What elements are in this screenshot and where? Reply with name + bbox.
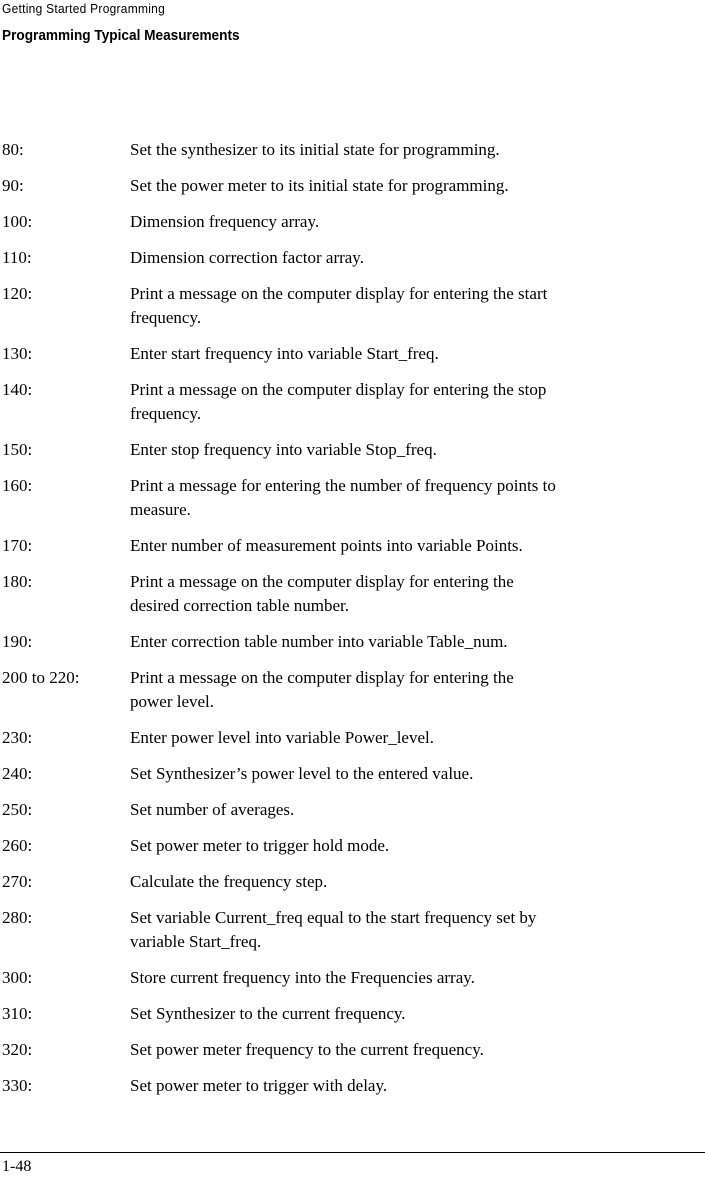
line-description bbox=[130, 174, 705, 198]
line-number: 300: bbox=[2, 968, 33, 987]
description-line: Dimension frequency array. bbox=[130, 212, 320, 231]
line-number: 130: bbox=[2, 344, 33, 363]
line-number: 330: bbox=[2, 1076, 33, 1095]
description-line: frequency. bbox=[130, 308, 202, 327]
description-line: Print a message on the computer display for entering the bbox=[130, 572, 514, 591]
line-number: 320: bbox=[2, 1040, 33, 1059]
chapter-title: Getting Started Programming bbox=[2, 1, 166, 16]
description-line: Enter power level into variable Power_level. bbox=[130, 728, 434, 747]
line-number: 280: bbox=[2, 908, 33, 927]
line-number: 240: bbox=[2, 764, 33, 783]
line-number: 250: bbox=[2, 800, 33, 819]
line-number: 120: bbox=[2, 284, 33, 303]
description-line: Set Synthesizer’s power level to the entered value. bbox=[130, 764, 474, 783]
line-description bbox=[130, 342, 705, 366]
page-number: 1-48 bbox=[2, 1158, 32, 1175]
line-description bbox=[130, 666, 705, 714]
line-description bbox=[130, 1074, 705, 1098]
description-line: power level. bbox=[130, 692, 215, 711]
line-number: 180: bbox=[2, 572, 33, 591]
line-number: 90: bbox=[2, 176, 24, 195]
description-line: desired correction table number. bbox=[130, 596, 350, 615]
description-line: variable Start_freq. bbox=[130, 932, 262, 951]
line-description bbox=[130, 762, 705, 786]
line-number: 160: bbox=[2, 476, 33, 495]
line-description bbox=[130, 1038, 705, 1062]
line-description bbox=[130, 210, 705, 234]
line-description bbox=[130, 726, 705, 750]
line-number: 150: bbox=[2, 440, 33, 459]
section-title: Programming Typical Measurements bbox=[2, 28, 240, 44]
description-line: Enter number of measurement points into variable Points. bbox=[130, 536, 523, 555]
description-line: Print a message on the computer display for entering the start bbox=[130, 284, 548, 303]
line-number: 230: bbox=[2, 728, 33, 747]
footer-rule bbox=[0, 1152, 705, 1153]
description-line: Set power meter frequency to the current frequency. bbox=[130, 1040, 484, 1059]
line-number: 190: bbox=[2, 632, 33, 651]
line-number: 260: bbox=[2, 836, 33, 855]
description-line: Enter stop frequency into variable Stop_freq. bbox=[130, 440, 437, 459]
description-line: Set number of averages. bbox=[130, 800, 295, 819]
line-description bbox=[130, 798, 705, 822]
description-line: Set the synthesizer to its initial state for programming. bbox=[130, 140, 500, 159]
line-number: 110: bbox=[2, 248, 32, 267]
description-line: Set power meter to trigger with delay. bbox=[130, 1076, 388, 1095]
line-description bbox=[130, 906, 705, 954]
description-line: Enter start frequency into variable Start_freq. bbox=[130, 344, 439, 363]
line-description bbox=[130, 534, 705, 558]
description-line: Print a message on the computer display for entering the bbox=[130, 668, 514, 687]
description-line: Set the power meter to its initial state for programming. bbox=[130, 176, 509, 195]
description-line: Dimension correction factor array. bbox=[130, 248, 364, 267]
description-line: Print a message on the computer display for entering the stop bbox=[130, 380, 547, 399]
line-description bbox=[130, 438, 705, 462]
line-number: 310: bbox=[2, 1004, 33, 1023]
line-description bbox=[130, 630, 705, 654]
description-line: Set power meter to trigger hold mode. bbox=[130, 836, 390, 855]
line-number: 200 to 220: bbox=[2, 668, 80, 687]
description-line: Set variable Current_freq equal to the start frequency set by bbox=[130, 908, 537, 927]
line-description bbox=[130, 138, 705, 162]
line-description bbox=[130, 570, 705, 618]
line-description bbox=[130, 870, 705, 894]
line-description bbox=[130, 378, 705, 426]
line-number: 100: bbox=[2, 212, 33, 231]
line-number: 80: bbox=[2, 140, 24, 159]
line-description bbox=[130, 246, 705, 270]
description-line: measure. bbox=[130, 500, 191, 519]
line-number: 140: bbox=[2, 380, 33, 399]
description-line: frequency. bbox=[130, 404, 202, 423]
line-number: 170: bbox=[2, 536, 33, 555]
description-line: Store current frequency into the Frequencies array. bbox=[130, 968, 475, 987]
line-description bbox=[130, 966, 705, 990]
description-line: Calculate the frequency step. bbox=[130, 872, 328, 891]
description-line: Set Synthesizer to the current frequency. bbox=[130, 1004, 406, 1023]
line-description bbox=[130, 834, 705, 858]
line-description bbox=[130, 1002, 705, 1026]
line-description bbox=[130, 282, 705, 330]
line-number: 270: bbox=[2, 872, 33, 891]
line-description bbox=[130, 474, 705, 522]
description-line: Enter correction table number into variable Table_num. bbox=[130, 632, 508, 651]
description-line: Print a message for entering the number of frequency points to bbox=[130, 476, 556, 495]
